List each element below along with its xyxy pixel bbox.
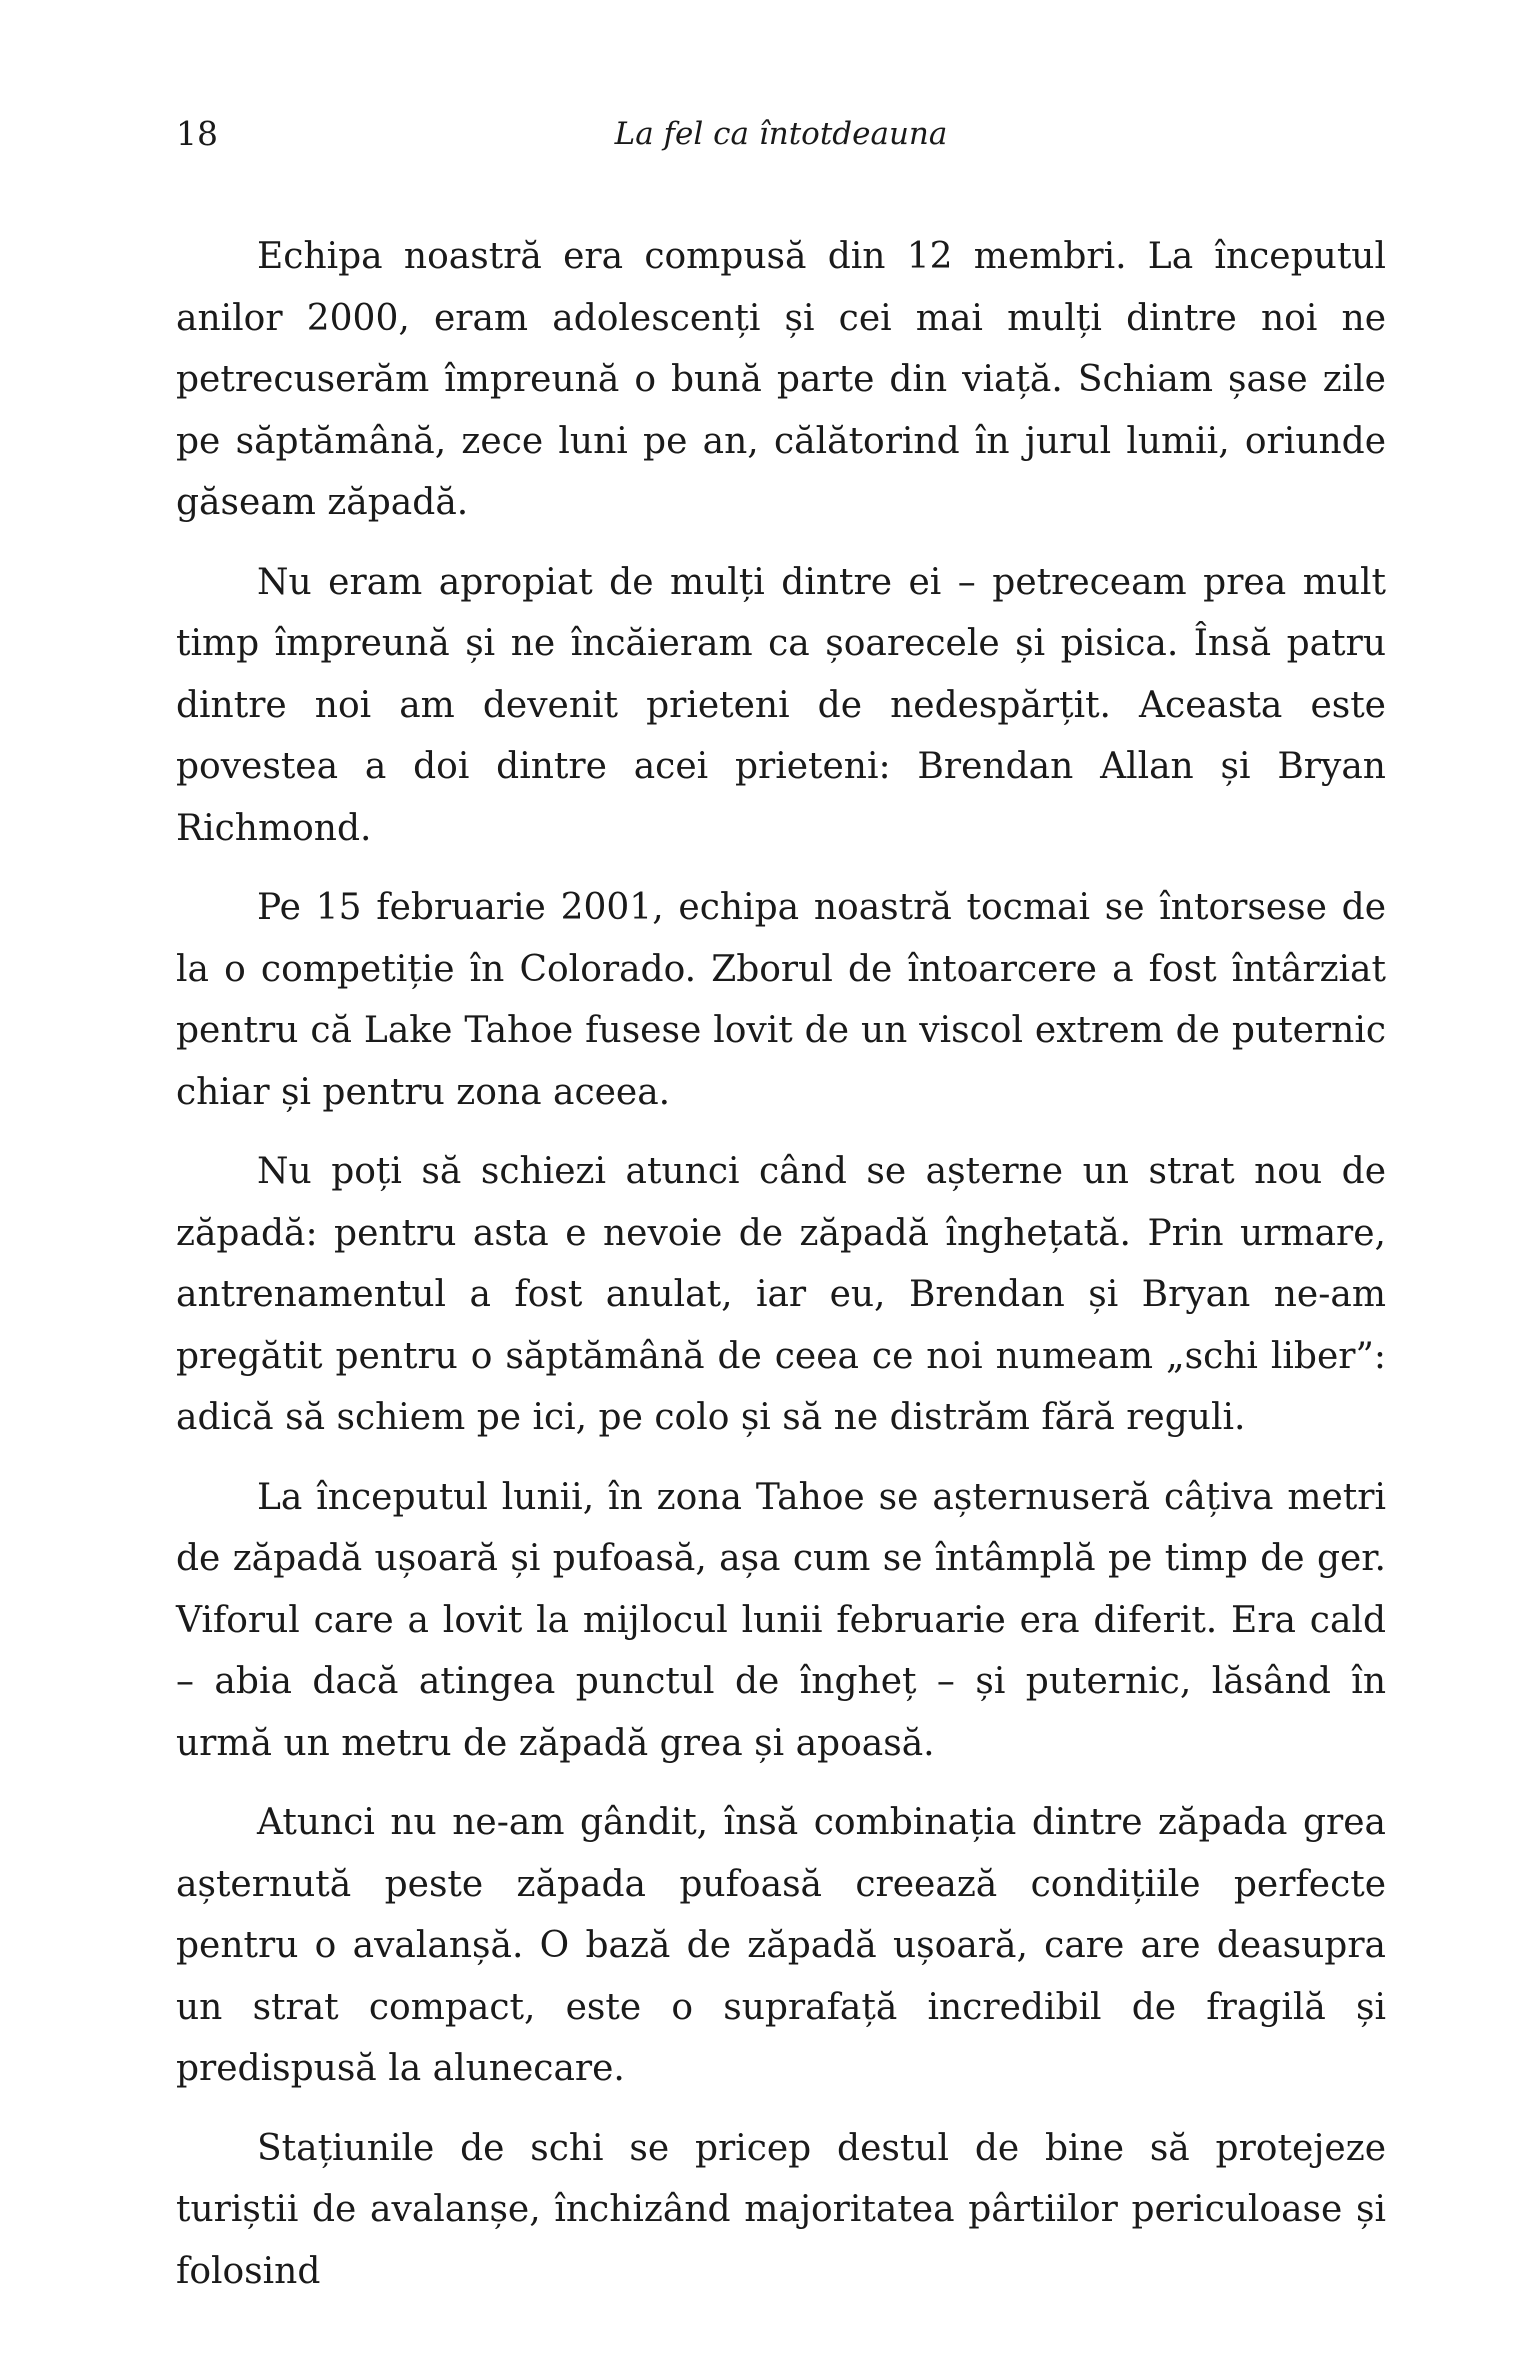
running-title: La fel ca întotdeauna [614,116,948,152]
paragraph-2: Nu eram apropiat de mulți dintre ei – petreceam prea mult timp împreună și ne încăieram ca șoarecele și pisica. Însă patru dintre noi am devenit prieteni de nedespărțit. Aceasta este povestea a doi dintre acei prieteni: Brendan Allan și Bryan Richmond. [176,561,1386,849]
running-head [176,110,1386,158]
body-text [176,226,1386,2302]
paragraph-6: Atunci nu ne-am gândit, însă combinația dintre zăpada grea așternută peste zăpada pufoasă creează condițiile perfecte pentru o avalanșă. O bază de zăpadă ușoară, care are deasupra un strat compact, este o suprafață incredibil de fragilă și predispusă la alunecare. [176,1802,1386,2089]
paragraph-5: La începutul lunii, în zona Tahoe se așternuseră câțiva metri de zăpadă ușoară și pufoasă, așa cum se întâmplă pe timp de ger. Viforul care a lovit la mijlocul lunii februarie era diferit. Era cald – abia dacă atingea punctul de îngheț – și puternic, lăsând în urmă un metru de zăpadă grea și apoasă. [176,1476,1386,1764]
paragraph-4: Nu poți să schiezi atunci când se așterne un strat nou de zăpadă: pentru asta e nevoie de zăpadă înghețată. Prin urmare, antrenamentul a fost anulat, iar eu, Brendan și Bryan ne-am pregătit pentru o săptămână de ceea ce noi numeam „schi liber”: adică să schiem pe ici, pe colo și să ne distrăm fără reguli. [176,1151,1386,1438]
paragraph-7: Stațiunile de schi se pricep destul de bine să protejeze turiștii de avalanșe, închizând majoritatea pârtiilor periculoase și folosind [176,2127,1386,2292]
page-number: 18 [176,114,218,153]
paragraph-1: Echipa noastră era compusă din 12 membri. La începutul anilor 2000, eram adolescenți și cei mai mulți dintre noi ne petrecuserăm împreună o bună parte din viață. Schiam șase zile pe săptămână, zece luni pe an, călătorind în jurul lumii, oriunde găseam zăpadă. [176,236,1386,523]
paragraph-3: Pe 15 februarie 2001, echipa noastră tocmai se întorsese de la o competiție în Colorado. Zborul de întoarcere a fost întârziat pentru că Lake Tahoe fusese lovit de un viscol extrem de puternic chiar și pentru zona aceea. [176,887,1386,1113]
